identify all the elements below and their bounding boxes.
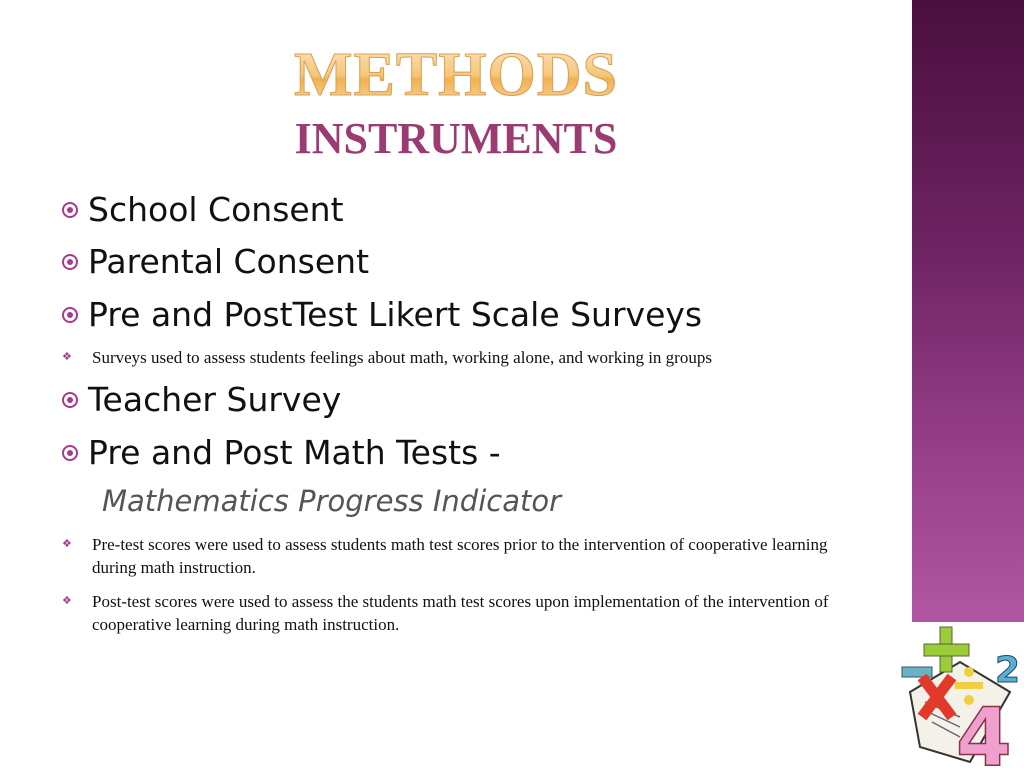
bullet-item bbox=[62, 380, 341, 419]
sub-bullet-item bbox=[62, 590, 852, 636]
slide-subtitle: INSTRUMENTS bbox=[294, 114, 618, 163]
sub-bullet-text: Pre-test scores were used to assess students math test scores prior to the intervention of cooperative learning during math instruction. bbox=[92, 535, 828, 577]
bullet-item bbox=[62, 242, 369, 281]
sub-bullet-text: Post-test scores were used to assess the students math test scores upon implementation of the intervention of cooperative learning during math instruction. bbox=[92, 592, 829, 634]
svg-text:4: 4 bbox=[956, 691, 1012, 768]
sub-bullet-item bbox=[62, 533, 852, 579]
sub-bullet-text: Surveys used to assess students feelings about math, working alone, and working in groups bbox=[92, 348, 712, 367]
decorative-side-panel bbox=[912, 0, 1024, 622]
bullet-item bbox=[62, 295, 702, 334]
diamond-bullet-icon: ❖ bbox=[62, 351, 72, 363]
svg-text:2: 2 bbox=[995, 650, 1021, 691]
bullet-item bbox=[62, 190, 344, 229]
slide-title: METHODS bbox=[0, 40, 912, 111]
instrument-name: Mathematics Progress Indicator bbox=[102, 484, 562, 518]
diamond-bullet-icon: ❖ bbox=[62, 595, 72, 607]
bullet-item bbox=[62, 433, 501, 472]
radio-bullet-icon bbox=[62, 392, 78, 408]
diamond-bullet-icon: ❖ bbox=[62, 538, 72, 550]
radio-bullet-icon bbox=[62, 307, 78, 323]
bullet-text: Pre and PostTest Likert Scale Surveys bbox=[88, 295, 703, 334]
bullet-text: Pre and Post Math Tests - bbox=[88, 433, 501, 472]
radio-bullet-icon bbox=[62, 445, 78, 461]
bullet-text: School Consent bbox=[88, 190, 344, 229]
bullet-text: Parental Consent bbox=[88, 242, 370, 281]
radio-bullet-icon bbox=[62, 254, 78, 270]
bullet-text: Teacher Survey bbox=[88, 380, 342, 419]
sub-bullet-item bbox=[62, 346, 852, 369]
math-book-clipart-icon bbox=[900, 622, 1024, 768]
radio-bullet-icon bbox=[62, 202, 78, 218]
